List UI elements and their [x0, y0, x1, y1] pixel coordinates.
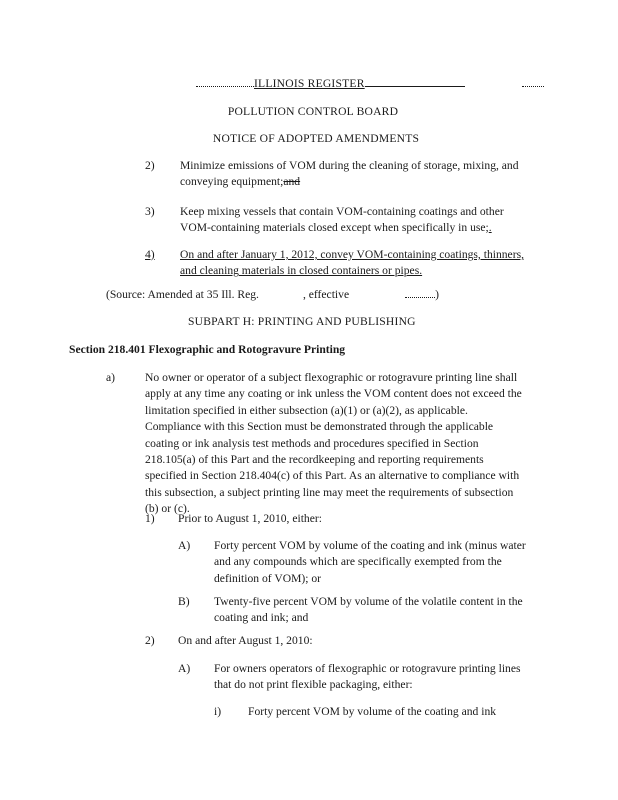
source-effective: , effective — [302, 288, 350, 301]
item-2-line-2 — [180, 174, 560, 190]
subpart-heading: SUBPART H: PRINTING AND PUBLISHING — [188, 315, 416, 328]
item-2-line-2-text: conveying equipment; — [180, 175, 284, 189]
source-blank-2 — [349, 297, 405, 298]
register-line — [196, 76, 476, 92]
item-2-struck-and: and — [283, 175, 301, 189]
sub-2a-number: A) — [178, 662, 191, 675]
sub-1b-line-2: coating and ink; and — [214, 611, 309, 625]
register-rule-left — [196, 85, 254, 87]
source-prefix: (Source: Amended at 35 Ill. Reg. — [106, 288, 259, 301]
item-3-line-2-text: VOM-containing materials closed except when specifically in use; — [180, 221, 489, 235]
sub-1a-line-1: Forty percent VOM by volume of the coating and ink (minus water — [214, 539, 526, 552]
para-a-line-4: Compliance with this Section must be demonstrated through the applicable — [145, 420, 494, 434]
sub-1b-number: B) — [178, 595, 190, 608]
item-3-text — [180, 204, 560, 237]
source-suffix: ) — [435, 288, 439, 301]
para-a-text — [145, 370, 555, 518]
item-4-line-2: and cleaning materials in closed containers or pipes. — [180, 264, 423, 278]
sub-1a-number: A) — [178, 539, 191, 552]
para-a-line-2: apply at any time any coating or ink unless the VOM content does not exceed the — [145, 387, 522, 401]
item-2-text — [180, 158, 560, 191]
item-3-line-1: Keep mixing vessels that contain VOM-containing coatings and other — [180, 205, 504, 218]
board-title: POLLUTION CONTROL BOARD — [227, 105, 399, 118]
sub-1a-text — [214, 538, 554, 587]
item-4-number: 4) — [145, 248, 155, 261]
para-a-number: a) — [106, 371, 116, 384]
item-4-line-1: On and after January 1, 2012, convey VOM-containing coatings, thinners, — [180, 248, 524, 261]
register-rule-right — [365, 85, 465, 87]
source-line — [106, 287, 466, 303]
sub-2-text: On and after August 1, 2010: — [178, 634, 313, 647]
item-4-text — [180, 247, 560, 280]
item-2-number: 2) — [145, 159, 155, 172]
para-a-line-1: No owner or operator of a subject flexographic or rotogravure printing line shall — [145, 371, 518, 384]
notice-title: NOTICE OF ADOPTED AMENDMENTS — [212, 132, 420, 145]
section-heading: Section 218.401 Flexographic and Rotogravure Printing — [69, 343, 346, 356]
item-3-line-2 — [180, 220, 560, 236]
sub-2a-line-2: that do not print flexible packaging, either: — [214, 678, 413, 692]
sub-1-text: Prior to August 1, 2010, either: — [178, 512, 322, 525]
item-2-line-1: Minimize emissions of VOM during the cleaning of storage, mixing, and — [180, 159, 519, 172]
para-a-line-6: 218.105(a) of this Part and the recordkeeping and reporting requirements — [145, 453, 484, 467]
para-a-line-7: specified in Section 218.404(c) of this Part. As an alternative to compliance with — [145, 469, 520, 483]
para-a-line-9: (b) or (c). — [145, 502, 190, 516]
para-a-line-3: limitation specified in either subsection (a)(1) or (a)(2), as applicable. — [145, 403, 468, 417]
sub-2a-text — [214, 661, 554, 694]
source-blank-3 — [405, 296, 435, 298]
register-rule-far — [522, 86, 544, 87]
sub-1-number: 1) — [145, 512, 155, 525]
sub-1b-line-1: Twenty-five percent VOM by volume of the volatile content in the — [214, 595, 523, 608]
sub-1b-text — [214, 594, 554, 627]
sub-2a-i-text: Forty percent VOM by volume of the coating and ink — [248, 705, 497, 718]
para-a-line-8: this subsection, a subject printing line may meet the requirements of subsection — [145, 485, 514, 499]
register-title: ILLINOIS REGISTER — [254, 77, 365, 90]
sub-1a-line-2: and any compounds which are specifically exempted from the — [214, 555, 502, 569]
sub-1a-line-3: definition of VOM); or — [214, 571, 322, 585]
item-3-inserted-period: . — [488, 221, 492, 235]
sub-2a-i-number: i) — [214, 705, 222, 718]
item-3-number: 3) — [145, 205, 155, 218]
source-blank-1 — [259, 297, 303, 298]
sub-2a-line-1: For owners operators of flexographic or rotogravure printing lines — [214, 662, 521, 675]
sub-2-number: 2) — [145, 634, 155, 647]
para-a-line-5: coating or ink analysis test methods and procedures specified in Section — [145, 436, 479, 450]
